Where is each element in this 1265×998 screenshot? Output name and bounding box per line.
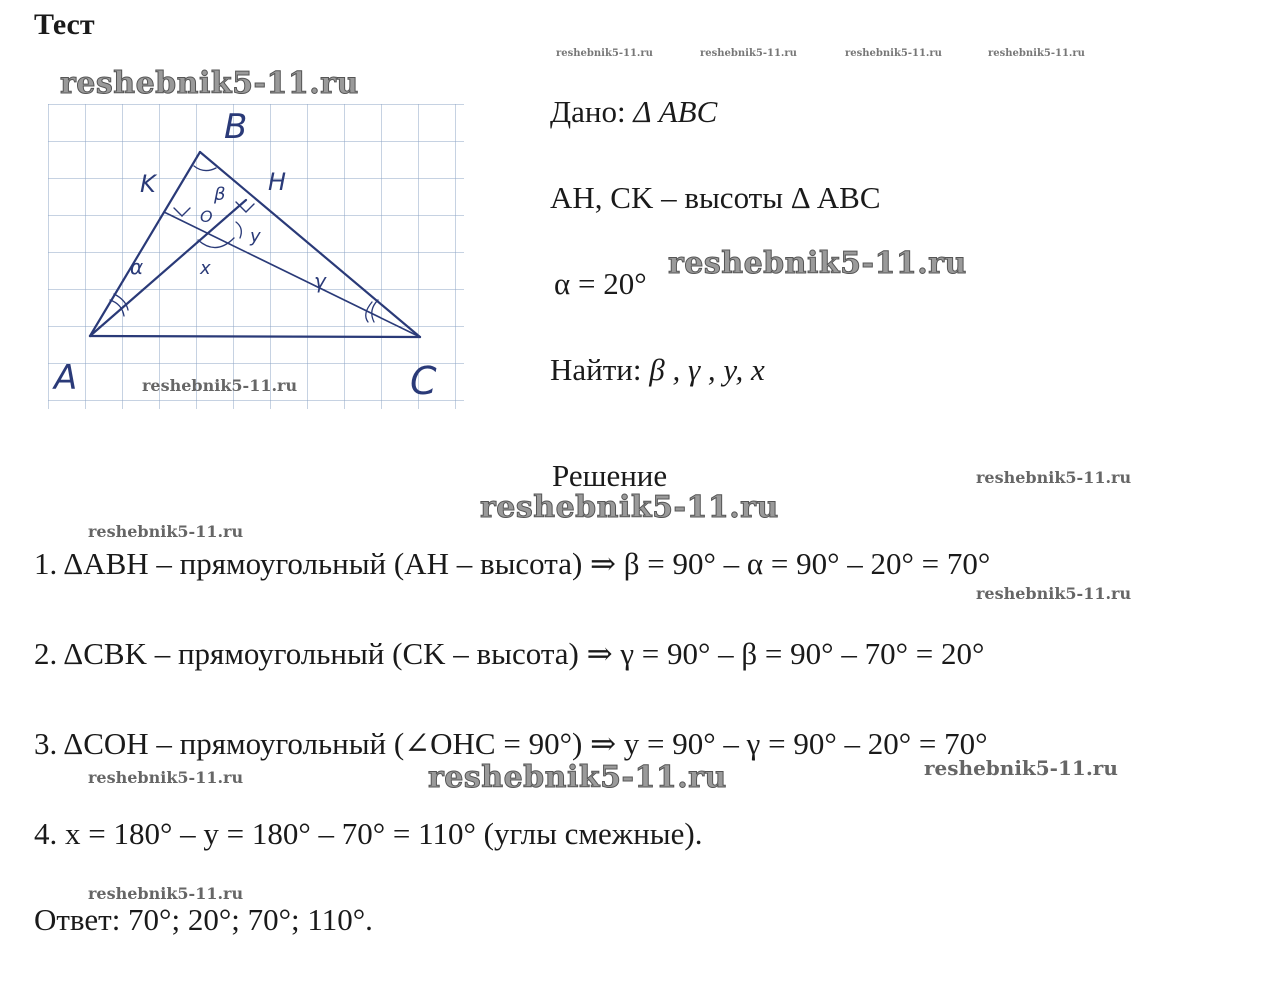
solution-step-4: 4. x = 180° – y = 180° – 70° = 110° (углы смежные).	[34, 816, 703, 851]
angle-y-label: y	[250, 226, 261, 247]
vertex-b-label: B	[224, 107, 248, 147]
watermark-answer: reshebnik5-11.ru	[88, 884, 244, 903]
watermark-heading: reshebnik5-11.ru	[976, 468, 1132, 487]
watermark-figure-top: reshebnik5-11.ru	[60, 66, 359, 101]
angle-beta-label: β	[214, 184, 226, 205]
find-line	[550, 352, 765, 388]
given-label: Дано:	[550, 94, 626, 129]
watermark-step1-right: reshebnik5-11.ru	[976, 584, 1132, 603]
answer-line: Ответ: 70°; 20°; 70°; 110°.	[34, 902, 373, 937]
geometry-figure	[48, 104, 464, 414]
vertex-c-label: C	[410, 359, 437, 403]
watermark-step1: reshebnik5-11.ru	[88, 522, 244, 541]
angle-x-label: x	[200, 258, 211, 279]
watermark-top-1: reshebnik5-11.ru	[556, 48, 653, 59]
solution-step-2: 2. ΔCBK – прямоугольный (CK – высота) ⇒ γ = 90° – β = 90° – 70° = 20°	[34, 636, 985, 671]
given-alpha: α = 20°	[554, 266, 647, 301]
given-triangle: Δ ABC	[633, 94, 718, 129]
watermark-step3-right: reshebnik5-11.ru	[924, 756, 1118, 780]
watermark-top-3: reshebnik5-11.ru	[845, 48, 942, 59]
watermark-step3-mid: reshebnik5-11.ru	[428, 760, 727, 795]
find-list: β , γ , y, x	[649, 352, 765, 387]
watermark-heading-big: reshebnik5-11.ru	[480, 490, 779, 525]
solution-step-1: 1. ΔABH – прямоугольный (AH – высота) ⇒ β = 90° – α = 90° – 20° = 70°	[34, 546, 991, 581]
triangle-drawing	[48, 104, 464, 409]
point-k-label: K	[140, 170, 156, 198]
watermark-top-2: reshebnik5-11.ru	[700, 48, 797, 59]
solution-step-3: 3. ΔCOH – прямоугольный (∠OHC = 90°) ⇒ y = 90° – γ = 90° – 20° = 70°	[34, 726, 988, 761]
side-ac	[90, 336, 420, 337]
point-o-label: O	[200, 207, 213, 226]
watermark-top-4: reshebnik5-11.ru	[988, 48, 1085, 59]
watermark-figure-bottom: reshebnik5-11.ru	[142, 376, 298, 395]
vertex-a-label: A	[54, 358, 78, 398]
watermark-given: reshebnik5-11.ru	[668, 246, 967, 281]
point-h-label: H	[268, 168, 287, 196]
angle-alpha-label: α	[130, 255, 144, 279]
given-line	[550, 94, 717, 130]
watermark-step3-left: reshebnik5-11.ru	[88, 768, 244, 787]
given-heights: AH, CK – высоты Δ ABC	[550, 180, 881, 215]
page-title: Тест	[34, 8, 95, 41]
angle-gamma-label: γ	[314, 269, 326, 293]
solution-heading: Решение	[552, 458, 668, 493]
find-label: Найти:	[550, 352, 642, 387]
